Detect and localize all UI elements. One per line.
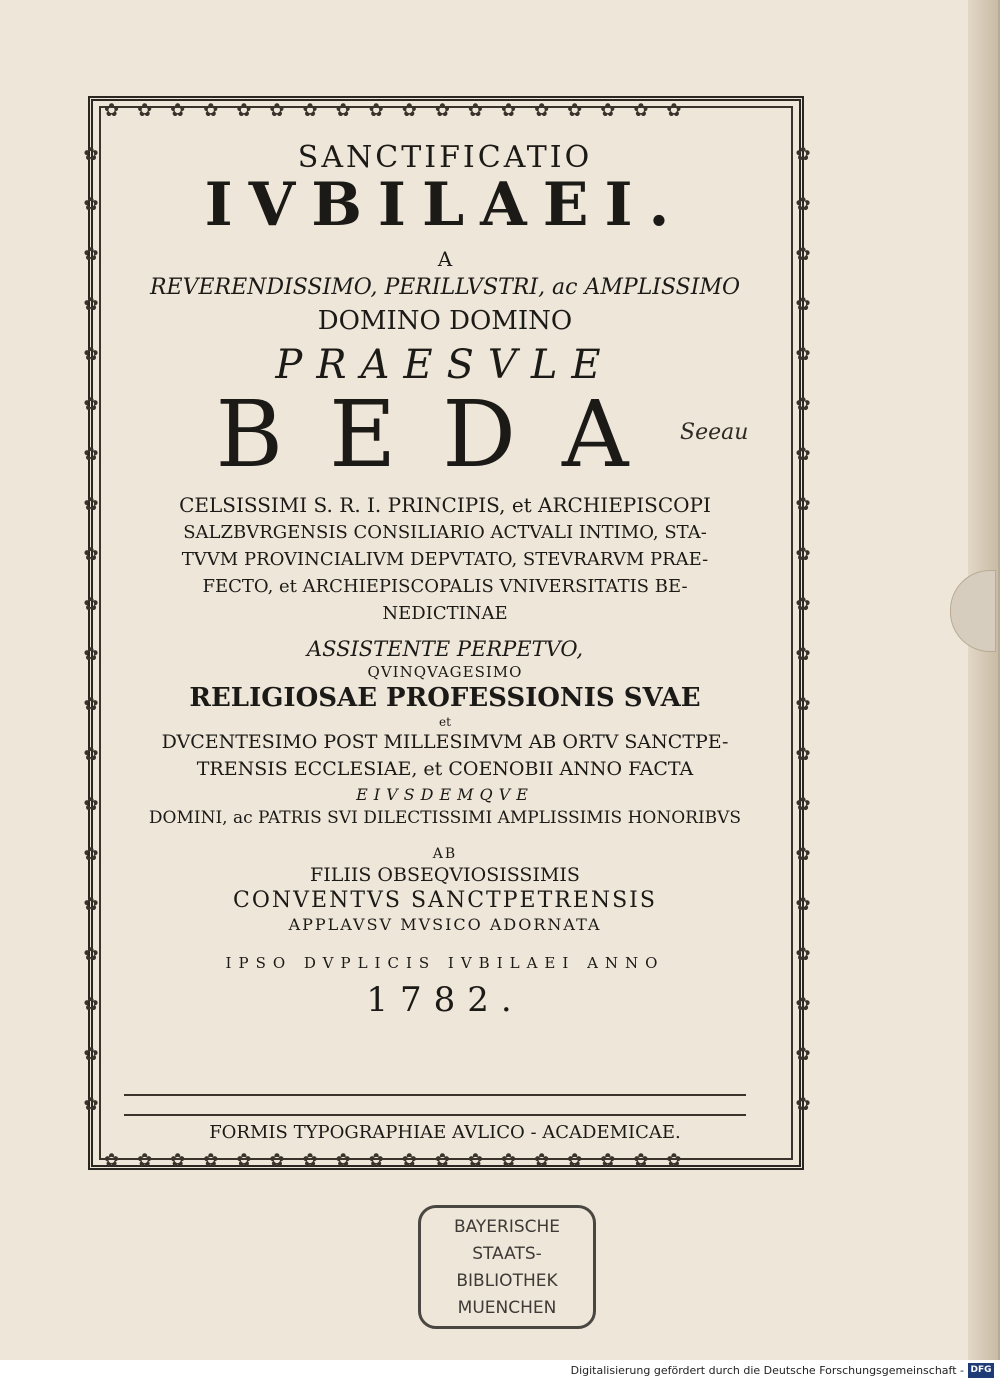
text-domini-patris: DOMINI, ac PATRIS SVI DILECTISSIMI AMPLISSIMIS HONORIBVS: [148, 808, 742, 828]
text-assistente: ASSISTENTE PERPETVO,: [306, 637, 584, 661]
text-ducentesimo: DVCENTESIMO POST MILLESIMVM AB ORTV SANCTPE-: [161, 731, 729, 753]
text-domino-domino: DOMINO DOMINO: [317, 306, 573, 336]
text-reverendissimo: REVERENDISSIMO, PERILLVSTRI, ac AMPLISSIMO: [149, 275, 741, 300]
page-tab-marker: [950, 570, 996, 652]
stamp-line: BIBLIOTHEK: [456, 1271, 558, 1291]
text-celsissimi: CELSISSIMI S. R. I. PRINCIPIS, et ARCHIEPISCOPI: [179, 493, 711, 517]
footer-credit: Digitalisierung gefördert durch die Deutsche Forschungsgemeinschaft -: [570, 1364, 964, 1377]
text-applausu: APPLAVSV MVSICO ADORNATA: [288, 915, 602, 934]
scroll-ornament: [124, 1094, 746, 1116]
flower-ornament-left: ✿ ✿ ✿ ✿ ✿ ✿ ✿ ✿ ✿ ✿ ✿ ✿ ✿ ✿ ✿ ✿ ✿ ✿ ✿ ✿: [83, 144, 99, 1115]
heading-religiosae: RELIGIOSAE PROFESSIONIS SVAE: [189, 683, 701, 713]
text-filiis: FILIIS OBSEQVIOSISSIMIS: [310, 864, 580, 886]
flower-ornament-right: ✿ ✿ ✿ ✿ ✿ ✿ ✿ ✿ ✿ ✿ ✿ ✿ ✿ ✿ ✿ ✿ ✿ ✿ ✿ ✿: [795, 144, 811, 1115]
library-stamp: [418, 1205, 596, 1329]
text-fecto: FECTO, et ARCHIEPISCOPALIS VNIVERSITATIS BE-: [202, 576, 688, 597]
text-ipso-anno: IPSO DVPLICIS IVBILAEI ANNO: [225, 954, 665, 972]
stamp-line: MUENCHEN: [457, 1298, 557, 1318]
text-salzburgensis: SALZBVRGENSIS CONSILIARIO ACTVALI INTIMO, STA-: [183, 522, 707, 543]
text-imprint: FORMIS TYPOGRAPHIAE AVLICO - ACADEMICAE.: [209, 1122, 681, 1143]
dfg-logo-icon: DFG: [968, 1363, 994, 1378]
title-page-text: [110, 130, 780, 1020]
text-trensis: TRENSIS ECCLESIAE, et COENOBII ANNO FACTA: [196, 758, 694, 780]
text-statuum: TVVM PROVINCIALIVM DEPVTATO, STEVRARVM PRAE-: [181, 549, 709, 570]
text-quinquagesimo: QVINQVAGESIMO: [367, 663, 523, 681]
text-conventus: CONVENTVS SANCTPETRENSIS: [233, 888, 657, 913]
text-praesule: PRAESVLE: [275, 342, 615, 388]
text-ab: AB: [432, 846, 458, 862]
handwritten-annotation: Seeau: [680, 420, 749, 445]
heading-sanctificatio: SANCTIFICATIO: [297, 140, 593, 175]
stamp-line: STAATS-: [472, 1244, 542, 1264]
flower-ornament-bottom: ✿✿✿✿✿✿✿✿✿✿✿✿✿✿✿✿✿✿: [104, 1150, 700, 1171]
heading-beda: BEDA: [215, 381, 675, 488]
text-nedictinae: NEDICTINAE: [382, 603, 508, 624]
flower-ornament-top: ✿✿✿✿✿✿✿✿✿✿✿✿✿✿✿✿✿✿: [104, 100, 700, 121]
text-et: et: [439, 715, 451, 729]
text-year: 1782.: [366, 980, 524, 1020]
heading-iubilaei: IVBILAEI.: [204, 170, 686, 240]
text-a: A: [437, 247, 453, 271]
stamp-line: BAYERISCHE: [453, 1217, 561, 1237]
page-edge-shadow: [968, 0, 998, 1360]
footer-bar: [0, 1360, 1000, 1383]
text-eiusdemque: EIVSDEMQVE: [356, 785, 534, 804]
